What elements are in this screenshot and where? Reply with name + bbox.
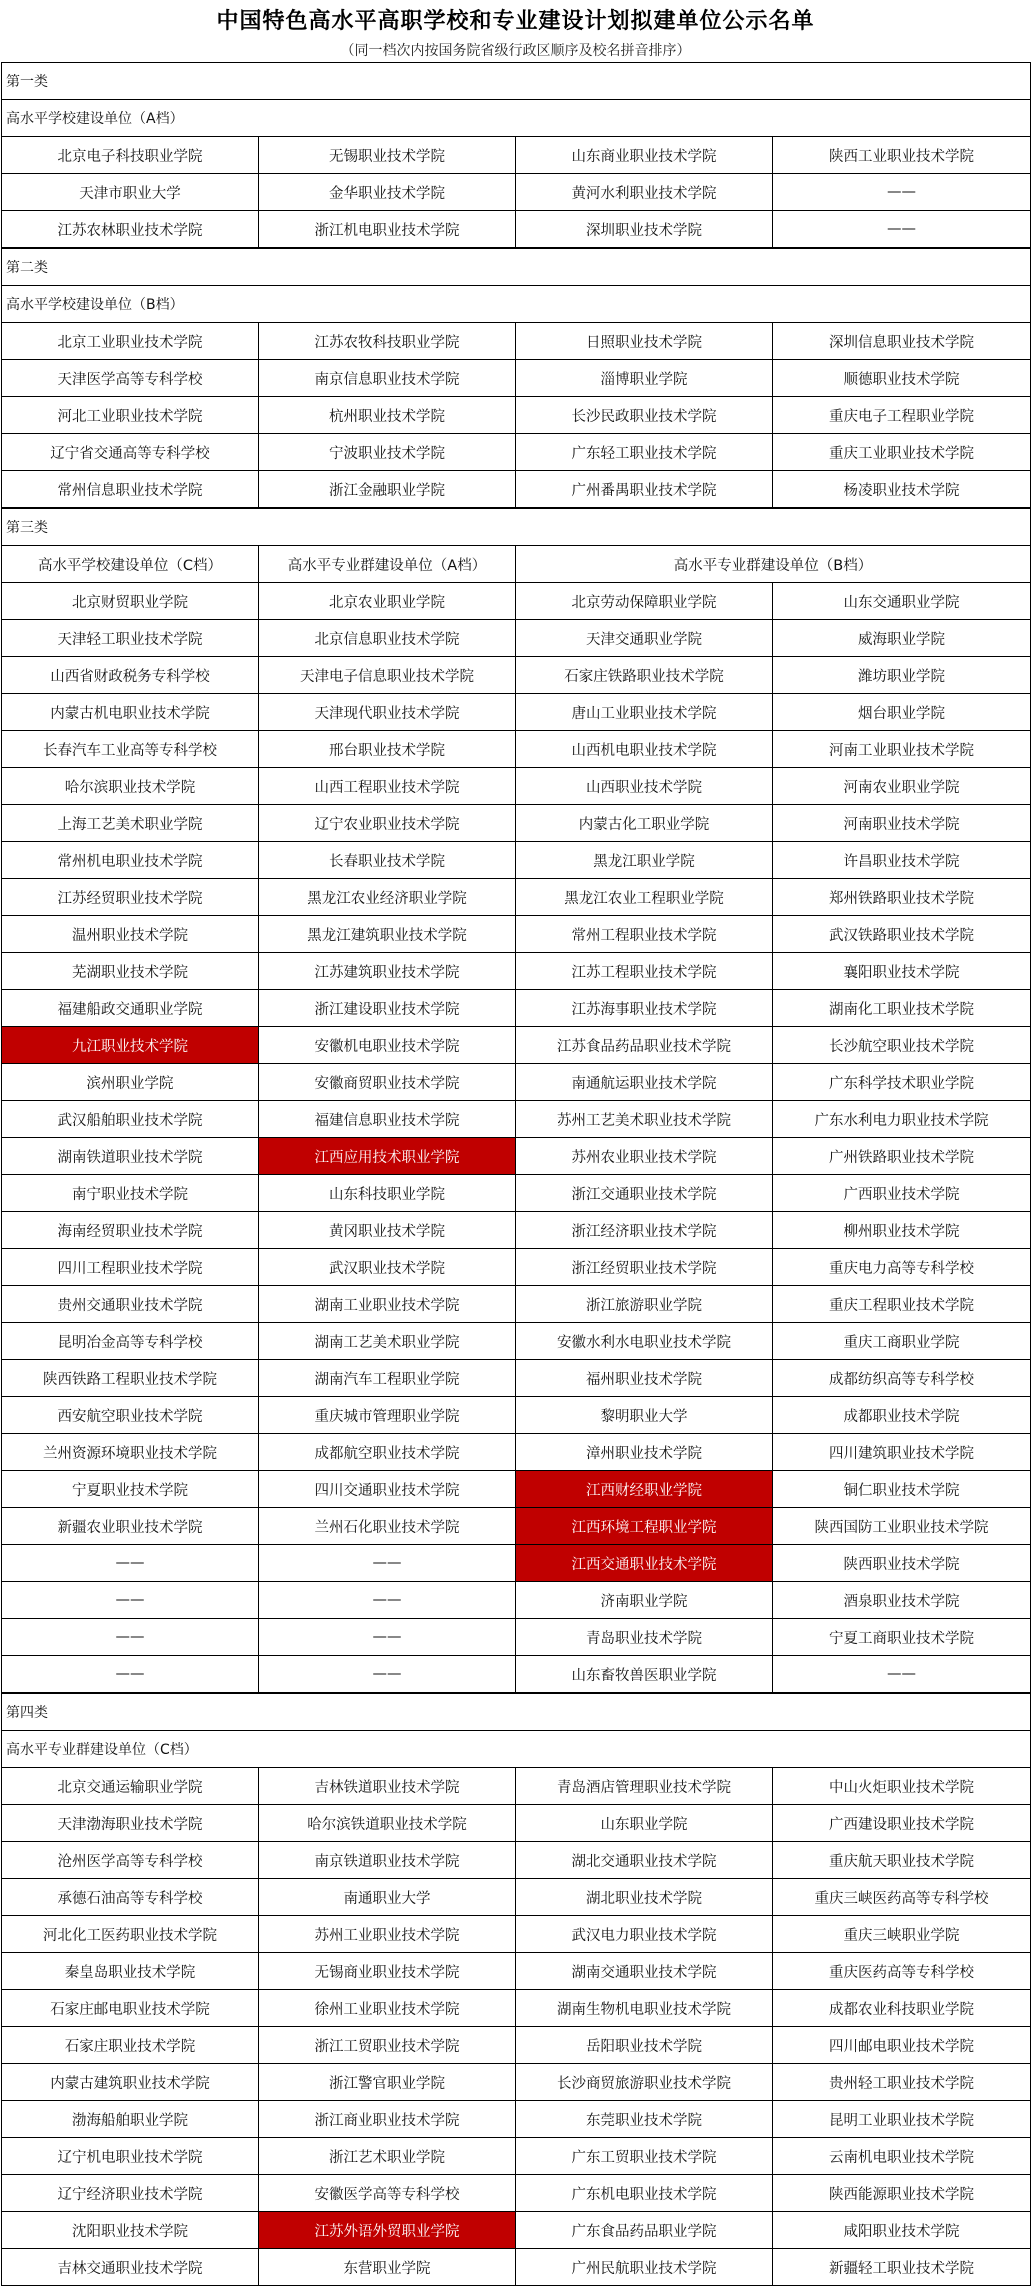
school-cell: 徐州工业职业技术学院 [259,1990,516,2027]
school-cell: 江苏工程职业技术学院 [516,953,773,990]
school-cell: 辽宁经济职业技术学院 [2,2175,259,2212]
highlighted-school-cell: 江西财经职业学院 [516,1471,773,1508]
school-cell: 湖南铁道职业技术学院 [2,1138,259,1175]
table-row [2,360,1031,397]
table-row [2,1471,1031,1508]
school-cell: 吉林交通职业技术学院 [2,2249,259,2286]
school-cell: 重庆工业职业技术学院 [773,434,1031,471]
table-row [2,471,1031,509]
column-header-row [2,546,1031,583]
school-cell: 长沙民政职业技术学院 [516,397,773,434]
school-cell: 广州铁路职业技术学院 [773,1138,1031,1175]
school-cell: 武汉船舶职业技术学院 [2,1101,259,1138]
school-cell: 安徽水利水电职业技术学院 [516,1323,773,1360]
table-row [2,2249,1031,2286]
school-cell: —— [2,1545,259,1582]
school-cell: 新疆轻工职业技术学院 [773,2249,1031,2286]
school-cell: 滨州职业学院 [2,1064,259,1101]
highlighted-school-cell: 九江职业技术学院 [2,1027,259,1064]
school-cell: —— [259,1619,516,1656]
school-cell: 安徽医学高等专科学校 [259,2175,516,2212]
school-cell: 许昌职业技术学院 [773,842,1031,879]
school-cell: 北京电子科技职业学院 [2,137,259,174]
school-cell: 重庆电力高等专科学校 [773,1249,1031,1286]
school-cell: 陕西工业职业技术学院 [773,137,1031,174]
school-cell: —— [773,211,1031,249]
table-row [2,1582,1031,1619]
school-cell: 昆明冶金高等专科学校 [2,1323,259,1360]
school-cell: 咸阳职业技术学院 [773,2212,1031,2249]
school-cell: 广州民航职业技术学院 [516,2249,773,2286]
school-cell: 广东机电职业技术学院 [516,2175,773,2212]
school-cell: 威海职业学院 [773,620,1031,657]
school-cell: —— [2,1582,259,1619]
school-cell: 青岛职业技术学院 [516,1619,773,1656]
school-cell: 四川交通职业技术学院 [259,1471,516,1508]
school-cell: 石家庄邮电职业技术学院 [2,1990,259,2027]
school-cell: 江苏海事职业技术学院 [516,990,773,1027]
school-cell: 秦皇岛职业技术学院 [2,1953,259,1990]
table-row [2,1101,1031,1138]
school-cell: 浙江商业职业技术学院 [259,2101,516,2138]
school-cell: 山西机电职业技术学院 [516,731,773,768]
school-cell: 安徽商贸职业技术学院 [259,1064,516,1101]
school-cell: 福建信息职业技术学院 [259,1101,516,1138]
school-cell: 广东工贸职业技术学院 [516,2138,773,2175]
table-row [2,1249,1031,1286]
school-cell: 西安航空职业技术学院 [2,1397,259,1434]
column-header: 高水平专业群建设单位（A档） [259,546,516,583]
table-row [2,211,1031,249]
table-row [2,805,1031,842]
school-cell: 渤海船舶职业学院 [2,2101,259,2138]
group-row [2,286,1031,323]
school-cell: 承德石油高等专科学校 [2,1879,259,1916]
category-row [2,1693,1031,1731]
school-cell: 浙江金融职业学院 [259,471,516,509]
table-row [2,1027,1031,1064]
column-header: 高水平专业群建设单位（B档） [516,546,1031,583]
page-subtitle: （同一档次内按国务院省级行政区顺序及校名拼音排序） [340,43,691,59]
school-cell: 内蒙古建筑职业技术学院 [2,2064,259,2101]
school-cell: 岳阳职业技术学院 [516,2027,773,2064]
school-cell: 天津轻工职业技术学院 [2,620,259,657]
school-cell: 广州番禺职业技术学院 [516,471,773,509]
table-row [2,620,1031,657]
table-row [2,731,1031,768]
school-cell: 江苏农林职业技术学院 [2,211,259,249]
school-cell: —— [259,1582,516,1619]
school-cell: 重庆航天职业技术学院 [773,1842,1031,1879]
school-cell: 浙江艺术职业学院 [259,2138,516,2175]
school-cell: 铜仁职业技术学院 [773,1471,1031,1508]
school-cell: 中山火炬职业技术学院 [773,1768,1031,1805]
table-row [2,1286,1031,1323]
school-cell: 成都职业技术学院 [773,1397,1031,1434]
school-cell: 苏州工艺美术职业技术学院 [516,1101,773,1138]
school-cell: 襄阳职业技术学院 [773,953,1031,990]
school-cell: 广东轻工职业技术学院 [516,434,773,471]
school-cell: 天津电子信息职业技术学院 [259,657,516,694]
table-row [2,1805,1031,1842]
school-cell: 南宁职业技术学院 [2,1175,259,1212]
school-cell: 四川建筑职业技术学院 [773,1434,1031,1471]
school-cell: 北京交通运输职业学院 [2,1768,259,1805]
school-cell: 长沙航空职业技术学院 [773,1027,1031,1064]
highlighted-school-cell: 江西应用技术职业学院 [259,1138,516,1175]
table-row [2,1064,1031,1101]
school-cell: 武汉职业技术学院 [259,1249,516,1286]
school-cell: 哈尔滨铁道职业技术学院 [259,1805,516,1842]
school-cell: 湖南工艺美术职业学院 [259,1323,516,1360]
school-cell: 北京劳动保障职业学院 [516,583,773,620]
highlighted-school-cell: 江苏外语外贸职业学院 [259,2212,516,2249]
school-cell: 天津现代职业技术学院 [259,694,516,731]
table-row [2,842,1031,879]
table-row [2,1879,1031,1916]
category-label: 第一类 [2,63,1031,100]
school-cell: —— [773,174,1031,211]
school-cell: 东营职业学院 [259,2249,516,2286]
category-label: 第四类 [2,1693,1031,1731]
school-cell: 无锡商业职业技术学院 [259,1953,516,1990]
table-row [2,1916,1031,1953]
school-cell: 兰州石化职业技术学院 [259,1508,516,1545]
school-cell: 南通航运职业技术学院 [516,1064,773,1101]
school-cell: —— [259,1545,516,1582]
school-cell: 湖南交通职业技术学院 [516,1953,773,1990]
school-cell: 陕西国防工业职业技术学院 [773,1508,1031,1545]
school-cell: 重庆电子工程职业学院 [773,397,1031,434]
school-cell: 北京信息职业技术学院 [259,620,516,657]
school-cell: 日照职业技术学院 [516,323,773,360]
school-cell: 广东食品药品职业学院 [516,2212,773,2249]
school-cell: 海南经贸职业技术学院 [2,1212,259,1249]
school-cell: 贵州轻工职业技术学院 [773,2064,1031,2101]
school-cell: 辽宁省交通高等专科学校 [2,434,259,471]
school-cell: 上海工艺美术职业学院 [2,805,259,842]
school-cell: 黑龙江农业经济职业学院 [259,879,516,916]
table-row [2,323,1031,360]
school-cell: 潍坊职业学院 [773,657,1031,694]
school-cell: 江苏建筑职业技术学院 [259,953,516,990]
school-cell: 烟台职业学院 [773,694,1031,731]
school-cell: 江苏食品药品职业技术学院 [516,1027,773,1064]
school-cell: 北京财贸职业学院 [2,583,259,620]
table-row [2,174,1031,211]
school-cell: 山西省财政税务专科学校 [2,657,259,694]
table-row [2,2212,1031,2249]
table-row [2,2101,1031,2138]
school-cell: 山东科技职业学院 [259,1175,516,1212]
school-cell: 兰州资源环境职业技术学院 [2,1434,259,1471]
school-cell: 浙江交通职业技术学院 [516,1175,773,1212]
school-cell: 常州机电职业技术学院 [2,842,259,879]
school-cell: 顺德职业技术学院 [773,360,1031,397]
school-cell: 成都航空职业技术学院 [259,1434,516,1471]
school-cell: 常州信息职业技术学院 [2,471,259,509]
table-row [2,1212,1031,1249]
table-row [2,2138,1031,2175]
school-cell: 陕西铁路工程职业技术学院 [2,1360,259,1397]
school-cell: 山东交通职业学院 [773,583,1031,620]
school-cell: 山东职业学院 [516,1805,773,1842]
school-cell: 山西职业技术学院 [516,768,773,805]
table-body [2,63,1031,2286]
school-cell: 福建船政交通职业学院 [2,990,259,1027]
school-list-table [1,62,1031,2286]
table-row [2,657,1031,694]
school-cell: 成都农业科技职业学院 [773,1990,1031,2027]
school-cell: 东莞职业技术学院 [516,2101,773,2138]
column-header: 高水平学校建设单位（C档） [2,546,259,583]
school-cell: 江苏经贸职业技术学院 [2,879,259,916]
school-cell: 昆明工业职业技术学院 [773,2101,1031,2138]
category-row [2,248,1031,286]
school-cell: 浙江旅游职业学院 [516,1286,773,1323]
school-cell: 邢台职业技术学院 [259,731,516,768]
category-row [2,63,1031,100]
school-cell: 温州职业技术学院 [2,916,259,953]
school-cell: 贵州交通职业技术学院 [2,1286,259,1323]
school-cell: 无锡职业技术学院 [259,137,516,174]
school-cell: 常州工程职业技术学院 [516,916,773,953]
table-row [2,990,1031,1027]
school-cell: 长沙商贸旅游职业技术学院 [516,2064,773,2101]
school-cell: 广东科学技术职业学院 [773,1064,1031,1101]
school-cell: 江苏农牧科技职业学院 [259,323,516,360]
table-row [2,1990,1031,2027]
school-cell: 黄河水利职业技术学院 [516,174,773,211]
school-cell: 安徽机电职业技术学院 [259,1027,516,1064]
table-row [2,2027,1031,2064]
school-cell: 青岛酒店管理职业技术学院 [516,1768,773,1805]
school-cell: 天津交通职业学院 [516,620,773,657]
school-cell: 天津渤海职业技术学院 [2,1805,259,1842]
school-cell: 哈尔滨职业技术学院 [2,768,259,805]
school-cell: —— [773,1656,1031,1694]
school-cell: 河南工业职业技术学院 [773,731,1031,768]
school-cell: 郑州铁路职业技术学院 [773,879,1031,916]
school-cell: 重庆医药高等专科学校 [773,1953,1031,1990]
table-row [2,137,1031,174]
school-cell: 酒泉职业技术学院 [773,1582,1031,1619]
school-cell: 深圳职业技术学院 [516,211,773,249]
school-cell: —— [2,1656,259,1694]
school-cell: 黑龙江农业工程职业学院 [516,879,773,916]
school-cell: 浙江工贸职业技术学院 [259,2027,516,2064]
school-cell: 苏州工业职业技术学院 [259,1916,516,1953]
school-cell: 北京工业职业技术学院 [2,323,259,360]
group-label: 高水平学校建设单位（A档） [2,100,1031,137]
school-cell: 南京铁道职业技术学院 [259,1842,516,1879]
school-cell: 重庆城市管理职业学院 [259,1397,516,1434]
table-row [2,1138,1031,1175]
table-row [2,1842,1031,1879]
school-cell: 沧州医学高等专科学校 [2,1842,259,1879]
school-cell: 四川邮电职业技术学院 [773,2027,1031,2064]
table-row [2,694,1031,731]
school-cell: 重庆工程职业技术学院 [773,1286,1031,1323]
school-cell: 内蒙古机电职业技术学院 [2,694,259,731]
school-cell: 重庆工商职业学院 [773,1323,1031,1360]
school-cell: 济南职业学院 [516,1582,773,1619]
school-cell: 深圳信息职业技术学院 [773,323,1031,360]
school-cell: 吉林铁道职业技术学院 [259,1768,516,1805]
page-title: 中国特色高水平高职学校和专业建设计划拟建单位公示名单 [216,8,815,34]
table-row [2,434,1031,471]
category-label: 第三类 [2,508,1031,546]
table-row [2,1545,1031,1582]
school-cell: 北京农业职业学院 [259,583,516,620]
school-cell: 芜湖职业技术学院 [2,953,259,990]
group-row [2,100,1031,137]
school-cell: 河南农业职业学院 [773,768,1031,805]
school-cell: 黎明职业大学 [516,1397,773,1434]
school-cell: 天津医学高等专科学校 [2,360,259,397]
category-row [2,508,1031,546]
table-row [2,953,1031,990]
school-cell: 湖北职业技术学院 [516,1879,773,1916]
school-cell: 杨凌职业技术学院 [773,471,1031,509]
school-cell: 河北化工医药职业技术学院 [2,1916,259,1953]
school-cell: 湖南工业职业技术学院 [259,1286,516,1323]
school-cell: 天津市职业大学 [2,174,259,211]
group-label: 高水平专业群建设单位（C档） [2,1731,1031,1768]
school-cell: 唐山工业职业技术学院 [516,694,773,731]
school-cell: 宁夏工商职业技术学院 [773,1619,1031,1656]
school-cell: 辽宁农业职业技术学院 [259,805,516,842]
school-cell: 石家庄铁路职业技术学院 [516,657,773,694]
school-cell: 宁夏职业技术学院 [2,1471,259,1508]
table-row [2,2064,1031,2101]
school-cell: 辽宁机电职业技术学院 [2,2138,259,2175]
school-cell: 石家庄职业技术学院 [2,2027,259,2064]
table-row [2,583,1031,620]
school-cell: 云南机电职业技术学院 [773,2138,1031,2175]
school-cell: 湖南生物机电职业技术学院 [516,1990,773,2027]
school-cell: 浙江机电职业技术学院 [259,211,516,249]
table-row [2,1768,1031,1805]
school-cell: 山东畜牧兽医职业学院 [516,1656,773,1694]
group-row [2,1731,1031,1768]
school-cell: —— [259,1656,516,1694]
school-cell: 淄博职业学院 [516,360,773,397]
school-cell: 福州职业技术学院 [516,1360,773,1397]
school-cell: 苏州农业职业技术学院 [516,1138,773,1175]
table-row [2,397,1031,434]
table-row [2,916,1031,953]
table-row [2,1434,1031,1471]
school-cell: 重庆三峡医药高等专科学校 [773,1879,1031,1916]
table-row [2,1619,1031,1656]
school-cell: 黑龙江职业学院 [516,842,773,879]
table-row [2,1656,1031,1694]
school-cell: 重庆三峡职业学院 [773,1916,1031,1953]
school-cell: 浙江建设职业技术学院 [259,990,516,1027]
school-cell: 广西职业技术学院 [773,1175,1031,1212]
school-cell: 武汉电力职业技术学院 [516,1916,773,1953]
school-cell: 武汉铁路职业技术学院 [773,916,1031,953]
table-row [2,1953,1031,1990]
highlighted-school-cell: 江西环境工程职业学院 [516,1508,773,1545]
school-cell: 广东水利电力职业技术学院 [773,1101,1031,1138]
table-row [2,2175,1031,2212]
school-cell: 金华职业技术学院 [259,174,516,211]
category-label: 第二类 [2,248,1031,286]
table-row [2,1175,1031,1212]
table-row [2,768,1031,805]
school-cell: 河南职业技术学院 [773,805,1031,842]
school-cell: 南京信息职业技术学院 [259,360,516,397]
school-cell: 杭州职业技术学院 [259,397,516,434]
school-cell: 柳州职业技术学院 [773,1212,1031,1249]
table-row [2,1360,1031,1397]
school-cell: 长春职业技术学院 [259,842,516,879]
table-row [2,1397,1031,1434]
school-cell: 四川工程职业技术学院 [2,1249,259,1286]
school-cell: 浙江经济职业技术学院 [516,1212,773,1249]
table-row [2,1323,1031,1360]
school-cell: 内蒙古化工职业学院 [516,805,773,842]
school-cell: 新疆农业职业技术学院 [2,1508,259,1545]
school-cell: 漳州职业技术学院 [516,1434,773,1471]
school-cell: 湖南汽车工程职业学院 [259,1360,516,1397]
group-label: 高水平学校建设单位（B档） [2,286,1031,323]
school-cell: 黑龙江建筑职业技术学院 [259,916,516,953]
school-cell: 广西建设职业技术学院 [773,1805,1031,1842]
school-cell: 湖南化工职业技术学院 [773,990,1031,1027]
school-cell: 湖北交通职业技术学院 [516,1842,773,1879]
school-cell: 浙江经贸职业技术学院 [516,1249,773,1286]
school-cell: 山东商业职业技术学院 [516,137,773,174]
school-cell: 山西工程职业技术学院 [259,768,516,805]
school-cell: 黄冈职业技术学院 [259,1212,516,1249]
school-cell: 宁波职业技术学院 [259,434,516,471]
table-row [2,879,1031,916]
school-cell: —— [2,1619,259,1656]
school-cell: 成都纺织高等专科学校 [773,1360,1031,1397]
school-cell: 陕西能源职业技术学院 [773,2175,1031,2212]
school-cell: 南通职业大学 [259,1879,516,1916]
highlighted-school-cell: 江西交通职业技术学院 [516,1545,773,1582]
school-cell: 河北工业职业技术学院 [2,397,259,434]
table-row [2,1508,1031,1545]
school-cell: 陕西职业技术学院 [773,1545,1031,1582]
school-cell: 长春汽车工业高等专科学校 [2,731,259,768]
school-cell: 浙江警官职业学院 [259,2064,516,2101]
school-cell: 沈阳职业技术学院 [2,2212,259,2249]
